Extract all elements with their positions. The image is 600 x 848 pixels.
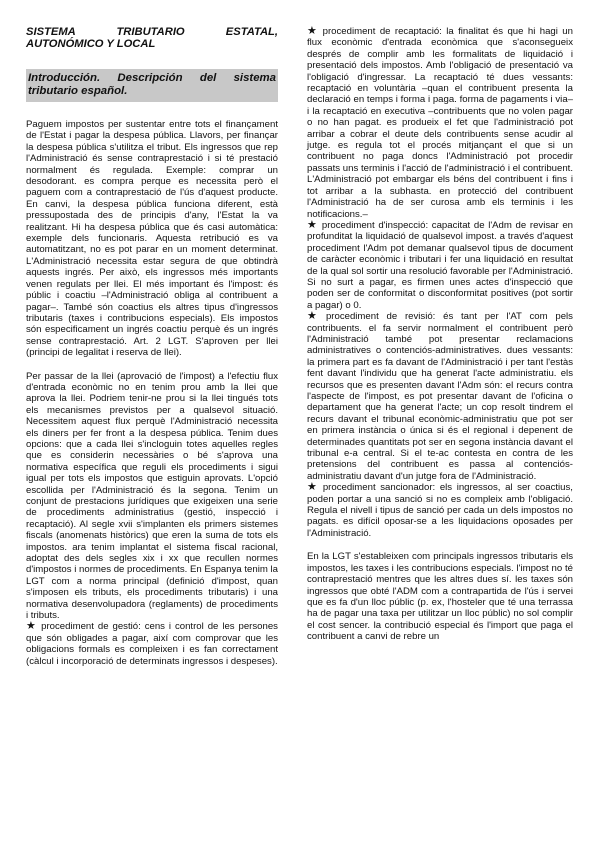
bullet-sancionador-text: procediment sancionador: els ingressos, al ser coactius, poden portar a una sanció si no es compleix amb l'obligació. Regula el nivell i tipus de sanció per cada un dels impostos no pagats. es difícil oposar-se a les liquidacions oposades per l'Administració.: [307, 482, 573, 539]
star-icon: ★: [26, 620, 38, 633]
star-icon: ★: [307, 25, 319, 37]
bullet-revisio-text: procediment de revisió: és tant per l'AT com pels contribuents. el fa servir normalment el contribuent però l'Administració també pot presentar reclamacions administratives o contenciós-administratives. dues vessants: la primera part es fa davant de l'Administració i per tant l'estàs fent davant l'individu que ha generat l'acte administratiu. els recursos que es presenten davant l'Adm són: el recurs contra l'aspecte de l'impost, es pot presentar davant de l'oficina o departament que ha generat l'acte; un cop resolt tindrem el recurs davant el tribunal econòmic-administratiu que pot ser en primera instància o única si és el regional i depenent de determinades quantitats pot ser en segona instància davant el tribunal e-a central. Si el te-ac contesta en contra de les pretensions del contribuent es passa al contenciós-administratiu davant d'un jutge fora de l'Administració.: [307, 311, 573, 482]
paragraph-lgt: En la LGT s'estableixen com principals ingressos tributaris els impostos, les taxes i les contribucions especials. l'impost no té contraprestació mentres que les altres dues sí. les taxes són ingressos que obté l'ADM com a contrapartida de l'ús i servei que es fa d'un lloc públic (p. ex, l'hosteler que té una terrassa ha de pagar una taxa per utilitzar un lloc públic) no sol complir el cost sencer. la contribució especial és l'import que paga el contribuent a canvi de rebre un: [307, 551, 573, 643]
document-title: SISTEMA TRIBUTARIO ESTATAL, AUTONÓMICO Y LOCAL: [26, 26, 278, 50]
bullet-inspeccio-text: procediment d'inspecció: capacitat de l'Adm de revisar en profunditat la liquidació de qualsevol impost. a través d'aquest procediment l'Adm pot demanar qualsevol tipus de document de caràcter econòmic i tributari i fer una liquidació en resultat de la qual sol sortir una resolució favorable per l'Administració. Si no surt a pagar, es firmen unes actes d'inspecció que poden ser de conformitat o disconformitat positives (pot sortir a pagar) o 0.: [307, 219, 573, 311]
bullet-gestio-text: procediment de gestió: cens i control de les persones que són obligades a pagar, així com comprovar que les obligacions formals es compleixen i es fan correctament (càlcul i incorporació de determinats ingressos i despeses).: [26, 621, 278, 667]
star-icon: ★: [307, 218, 318, 231]
bullet-recaptacio-text: procediment de recaptació: la finalitat és que hi hagi un flux econòmic d'entrada econòmica que s'aconsegueix després de complir amb les formalitats de liquidació i presentació dels impostos. Amb l'obligació de presentació va l'obligació d'ingressar. La recaptació té dues vessants: recaptació en voluntària –quan el contribuent presenta la declaració en temps i forma i paga. forma de pagaments i via– i la recaptació en executiva –contribuents que no volen pagar o no han pagat. es produeix el fet que l'administració pot arribar a cobrar el deute dels contribuents sense acudir al jutge. es regula tot el procés mitjançant el que si un contribuent no paga doncs l'Administració pot procedir passats uns terminis i l'acció de l'administració i el contribuent. L'Administració pot embargar els béns del contribuent i fins i tot arribar a la subhasta. en protecció del contribuent l'Administració ha de ser curosa amb els terminis i les notificacions.–: [307, 26, 573, 220]
section-heading: Introducción. Descripción del sistema tributario español.: [26, 69, 278, 102]
right-column: [307, 26, 573, 655]
star-icon: ★: [307, 310, 322, 323]
star-icon: ★: [307, 481, 319, 494]
paragraph-intro: Paguem impostos per sustentar entre tots el finançament de l'Estat i pagar la despesa pública. Llavors, per finançar la despesa pública s'utilitza el tribut. Els ingressos que rep l'Administració és sense contraprestació i si té prestació normalment és regulada. Exemple: comprar un desodorant. es compra perque es necessita però el paguem com a contraprestació de l'ús d'aquest producte. En canvi, la despesa pública funciona diferent, està pressupostada des de principis d'any, l'Estat la va realitzant. Hi ha despesa pública que és casi automàtica: exemple dels funcionaris. Aquesta retribució es va automatitzant, no es pot parar en un moment determinat. L'Administració necessita estar segura de que obtindrà aquests ingrés. Per això, els ingressos més importants venen regulats per llei. El més important és l'impost: és públic i coactiu –l'Administració obliga al contribuent a pagar–. També són coactius els altres tipus d'ingressos tributaris (taxes i contribucions especials). Els impostos són especificament un ingrés coactiu perquè és un ingrés sense contraprestació. Art. 2 LGT. S'aproven per llei (principi de legalitat i reserva de llei).: [26, 119, 278, 359]
bullet-inspeccio: [307, 220, 573, 311]
left-column: [26, 26, 278, 667]
bullet-recaptacio: [307, 26, 573, 220]
bullet-revisio: [307, 311, 573, 482]
paragraph-procedures: Per passar de la llei (aprovació de l'impost) a l'efectiu flux d'entrada econòmic no en tenim prou amb la llei que aprova la llei. Podriem tenir-ne prou si la llei tingués tots els mecanismes previstos per a qualsevol situació. Necessitem aquest flux perquè l'Administració necessita els diners per fer front a la despesa pública. Tenim dues opcions: que a cada llei s'incloguin totes aquelles regles que es considerin necessàries o bé s'aprova una normativa específica que reguli els procediments i sigui igual per tots els impostos que estiguin aprovats. L'opció escollida per l'Administració és la segona. Tenim un conjunt de prestacions jurídiques que exigeixen una serie de procediments administratius (gestió, inspecció i recaptació). Al segle xvii s'implanten els primers sistemes fiscals (anomenats històrics) que eren la suma de tots els impostos. ara tenim implantat el sistema fiscal racional, adoptat des dels segles xix i xx que recullen normes d'impostos i normes de procediments. En Espanya tenim la LGT com a norma principal (definició d'impost, quan s'imposen els tributs, els procediments tributaris) i una normativa desenvolupadora (reglaments) de procediments i tributs.: [26, 370, 278, 622]
bullet-gestio: [26, 621, 278, 667]
bullet-sancionador: [307, 482, 573, 539]
